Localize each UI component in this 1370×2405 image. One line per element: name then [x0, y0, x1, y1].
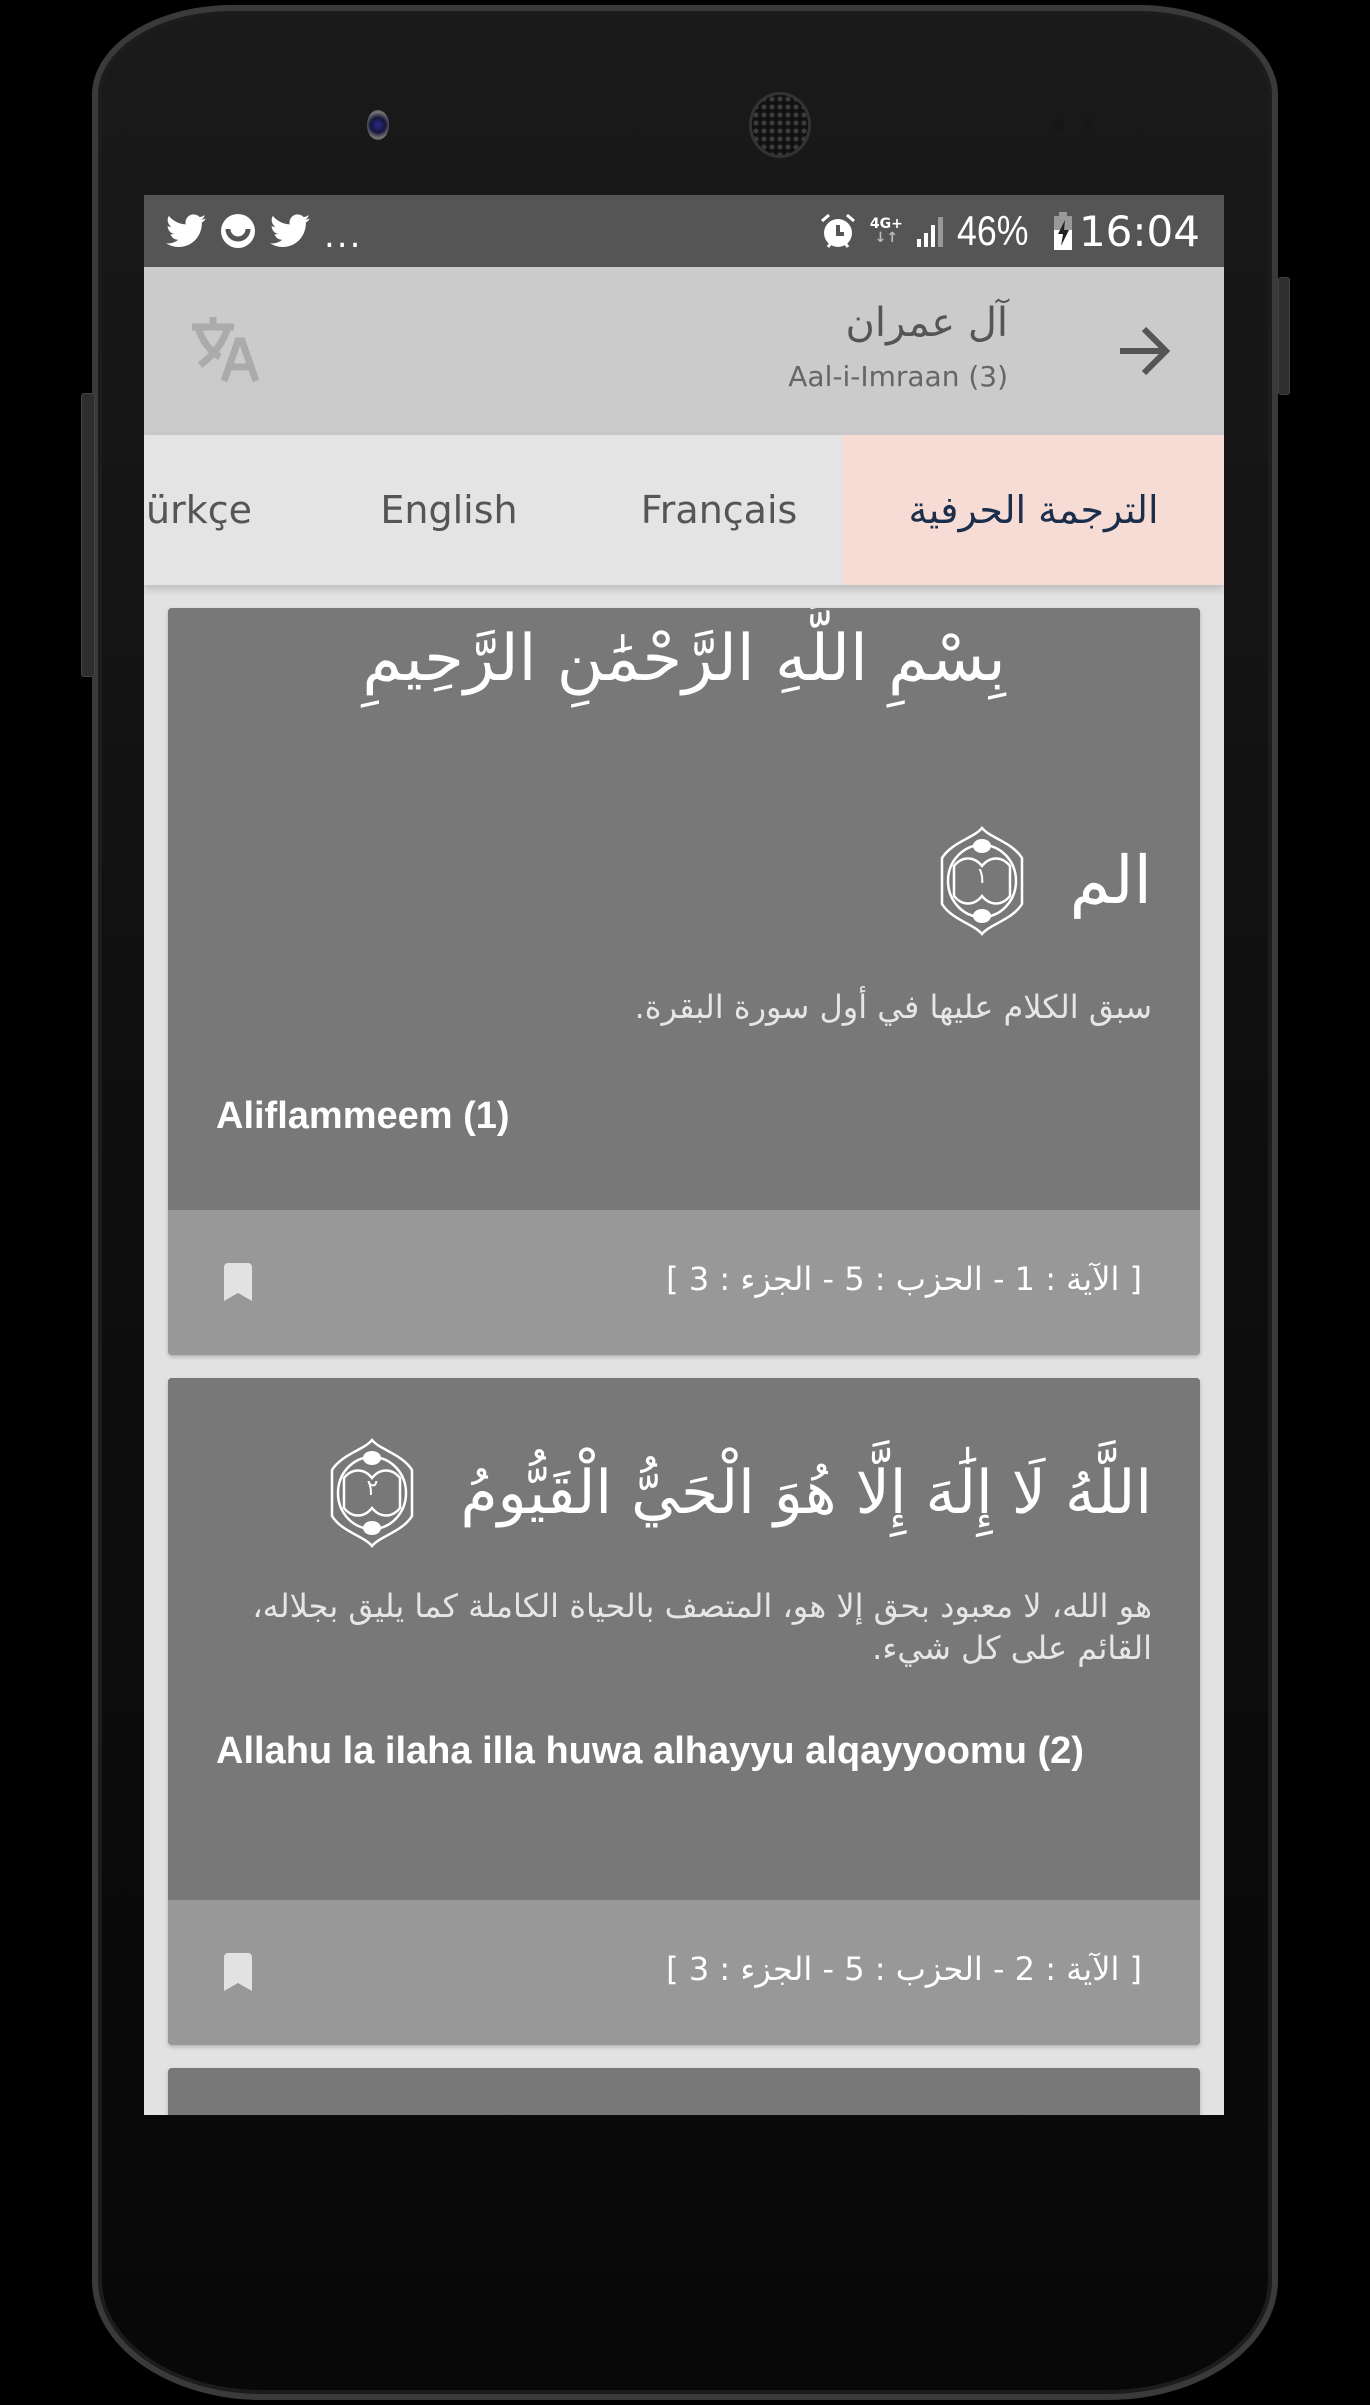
battery-percent: 46% [956, 207, 1029, 254]
tab-francais[interactable]: Français [640, 488, 798, 532]
power-button [1278, 277, 1290, 395]
translate-icon[interactable] [188, 315, 260, 385]
ayah-number: ٢ [366, 1476, 379, 1501]
arrow-right-icon[interactable] [1116, 325, 1172, 377]
surah-title [788, 295, 1008, 397]
bookmark-icon[interactable] [224, 1263, 252, 1301]
clock: 16:04 [1078, 206, 1200, 256]
verse-card-body [168, 1378, 1200, 1900]
tab-literal-translation[interactable]: الترجمة الحرفية [843, 435, 1224, 585]
verse-card[interactable] [168, 2068, 1200, 2115]
status-bar [144, 195, 1224, 267]
ayah-transliteration: Aliflammeem (1) [216, 1095, 510, 1137]
verse-card-footer [168, 1210, 1200, 1355]
verse-card[interactable] [168, 1378, 1200, 2045]
ayah-tafsir: هو الله، لا معبود بحق إلا هو، المتصف بالحياة الكاملة كما يليق بجلاله، القائم على كل شيء. [252, 1587, 1152, 1667]
surah-title-english: Aal-i-Imraan (3) [788, 360, 1008, 393]
ayah-arabic-text: اللَّهُ لَا إِلَٰهَ إِلَّا هُوَ الْحَيُّ الْقَيُّومُ [460, 1458, 1152, 1528]
light-sensor [1084, 117, 1092, 129]
ayah-location-info: [ الآية : 2 - الحزب : 5 - الجزء : 3 ] [666, 1950, 1142, 1988]
verse-card-body [168, 608, 1200, 1210]
bismillah-calligraphy: بِسْمِ اللَّهِ الرَّحْمَٰنِ الرَّحِيمِ [362, 622, 1006, 696]
tab-english[interactable]: English [380, 488, 518, 532]
signal-icon [915, 213, 945, 249]
surah-title-arabic: آل عمران [845, 300, 1008, 346]
ayah-location-info: [ الآية : 1 - الحزب : 5 - الجزء : 3 ] [666, 1260, 1142, 1298]
ayah-number: ١ [975, 864, 988, 889]
ayah-number-ornament [934, 826, 1030, 936]
twitter-icon [270, 214, 310, 248]
side-button-left [81, 393, 95, 677]
tab-turkce[interactable]: ürkçe [146, 488, 252, 532]
proximity-sensor [1052, 117, 1064, 133]
ayah-transliteration: Allahu la ilaha illa huwa alhayyu alqayyoomu (2) [216, 1730, 1084, 1772]
screen [144, 195, 1224, 2115]
bookmark-icon[interactable] [224, 1953, 252, 1991]
app-bar [144, 267, 1224, 435]
language-tabs [144, 435, 1224, 585]
front-camera [367, 110, 389, 140]
ayah-number-ornament [324, 1438, 420, 1548]
alarm-icon [818, 211, 858, 251]
ayah-arabic-text: الم [1069, 842, 1152, 919]
verse-card[interactable] [168, 608, 1200, 1355]
ayah-tafsir: سبق الكلام عليها في أول سورة البقرة. [634, 988, 1152, 1026]
twitter-icon [166, 214, 206, 248]
face-icon [220, 213, 256, 249]
battery-charging-icon [1053, 212, 1073, 250]
verse-list[interactable] [144, 585, 1224, 2115]
verse-card-footer [168, 1900, 1200, 2045]
ayah-arabic-row [324, 1438, 1152, 1548]
ayah-arabic-row [934, 826, 1152, 936]
earpiece-speaker [752, 95, 808, 155]
network-type-indicator: 4G+ ↓↑ [869, 216, 903, 246]
more-notifications-indicator: ... [324, 216, 363, 256]
